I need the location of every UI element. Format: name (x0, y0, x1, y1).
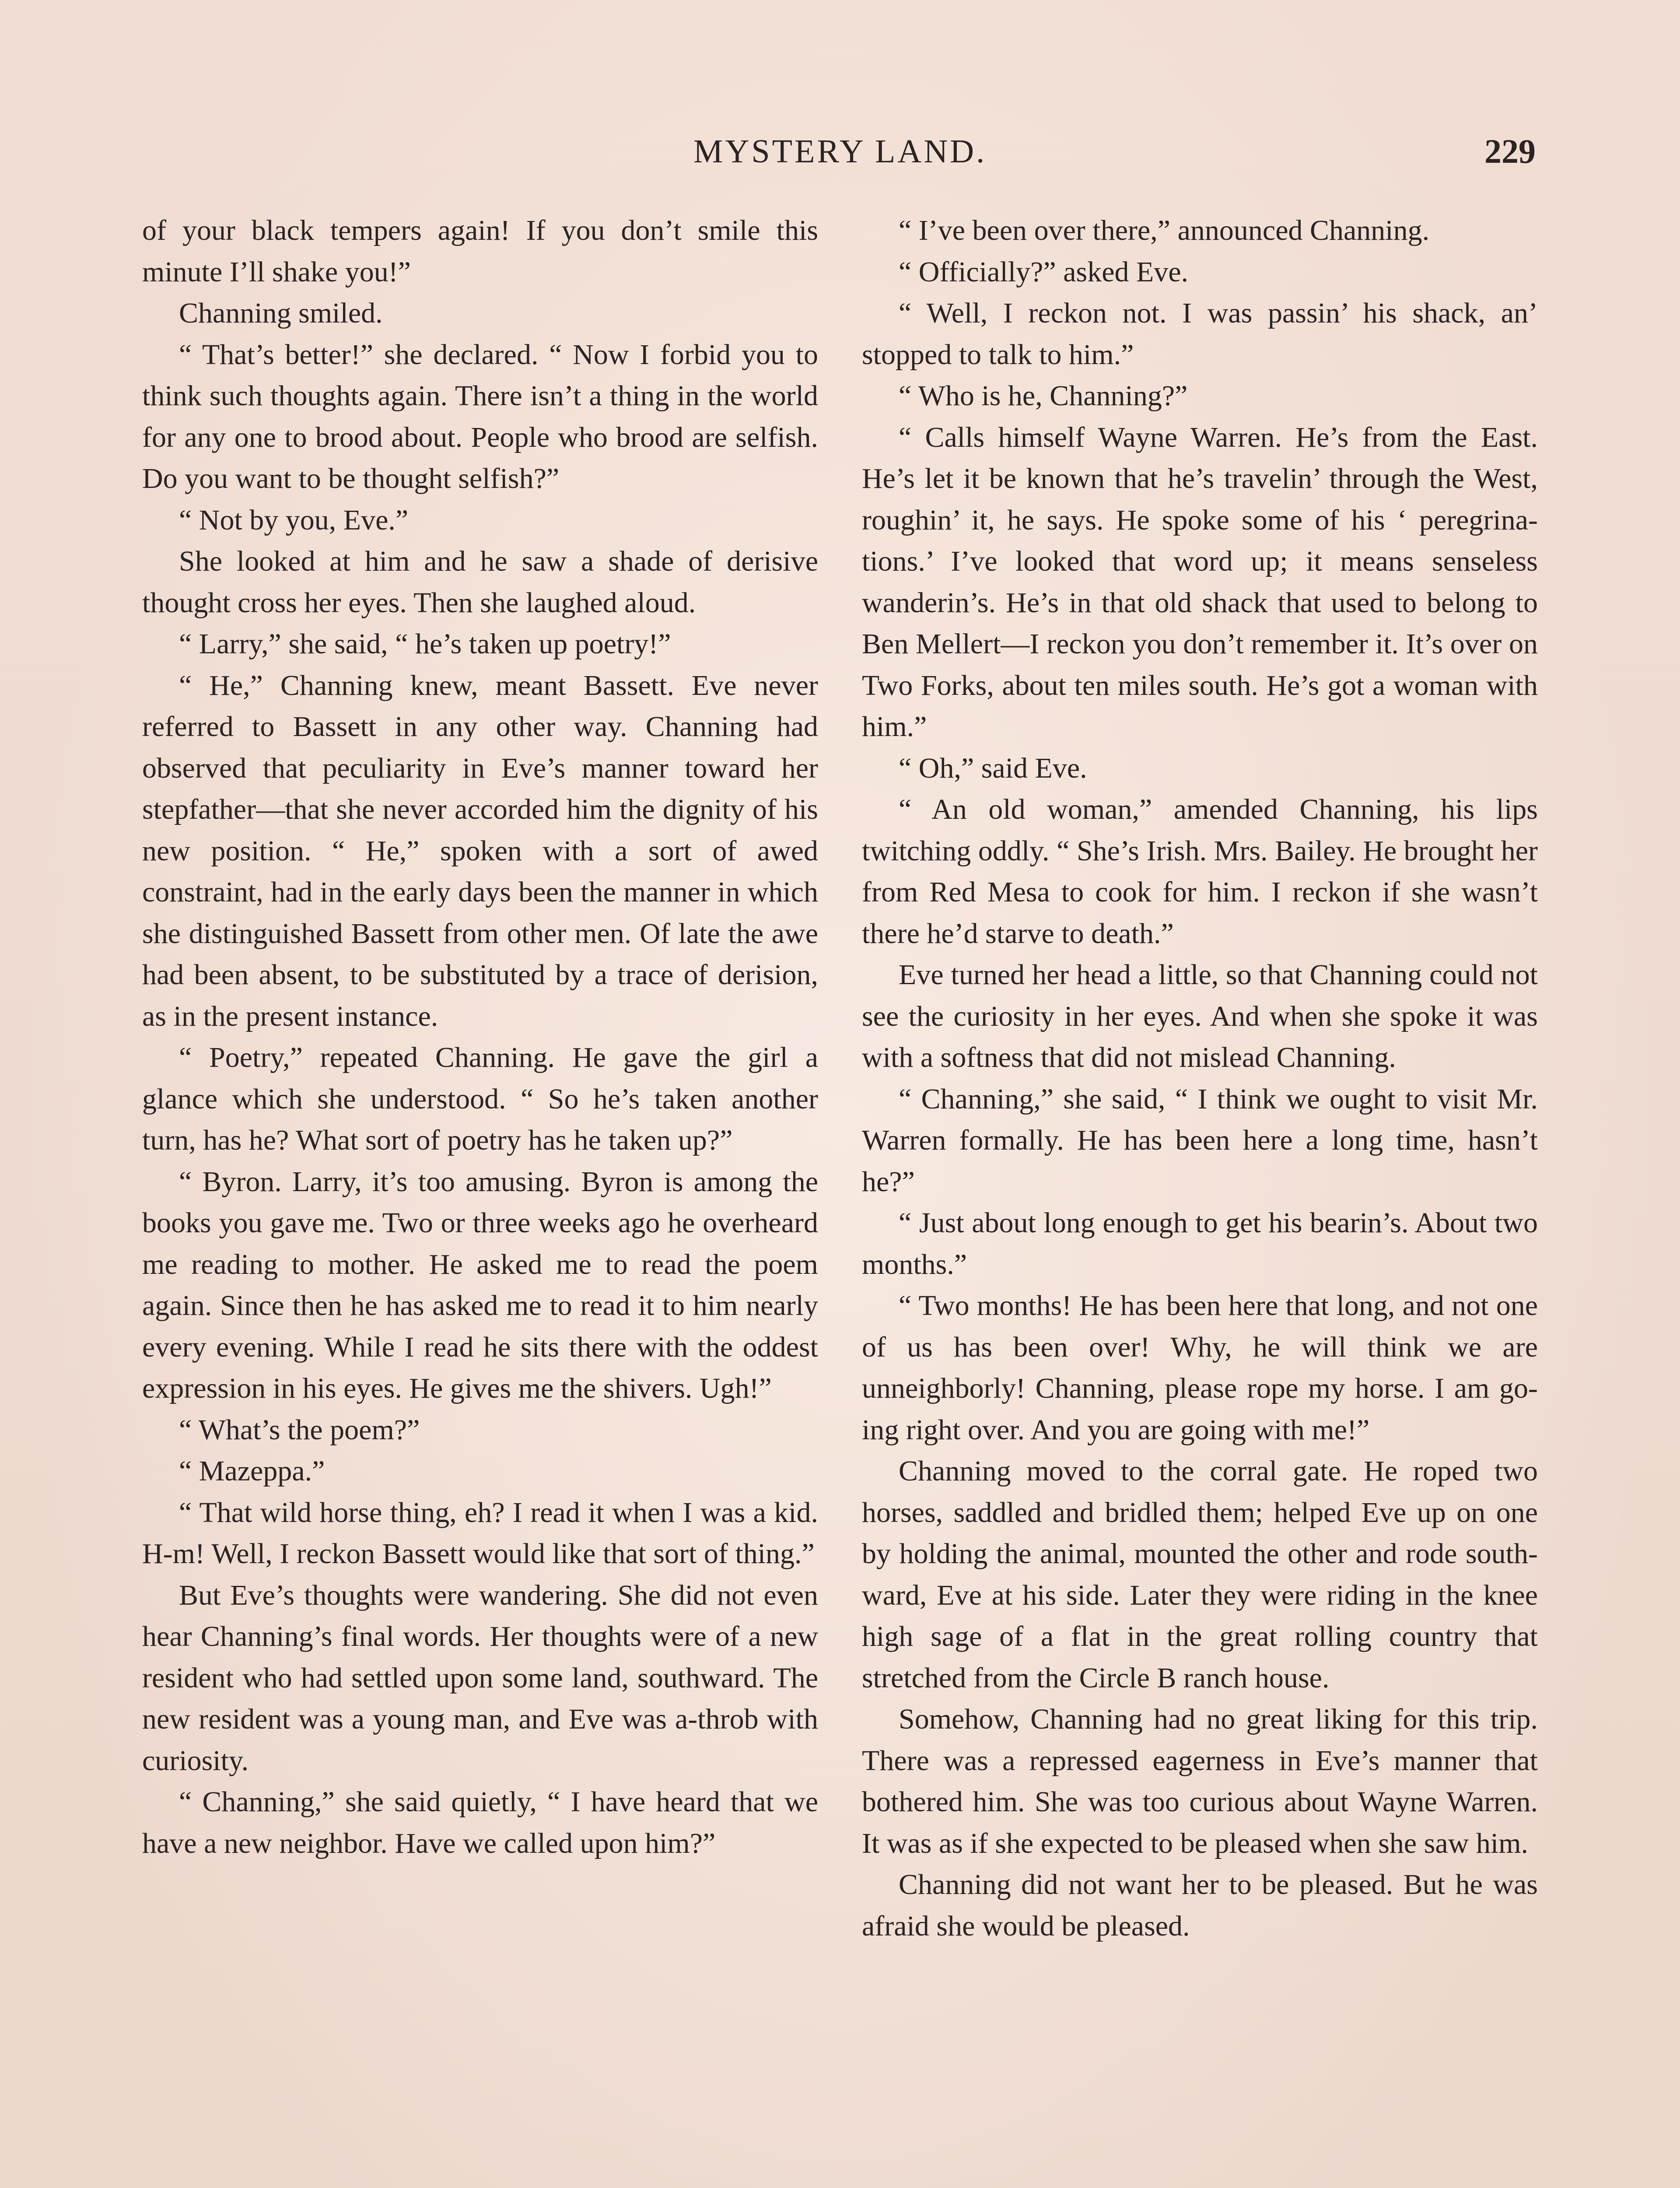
paragraph: “ What’s the poem?” (179, 1413, 420, 1446)
page-number: 229 (1484, 132, 1536, 170)
paragraph: “ Byron. Larry, it’s too amusing. Byron is among the books you gave me. Two or three weeks ago he overheard me reading to mother. He asked me to read the poem again. Since then he has asked me to read it to him nearly every evening. While I read he sits there with the oddest expression in his eyes. He gives me the shivers. Ugh!” (142, 1165, 818, 1404)
paragraph: “ Who is he, Channing?” (899, 380, 1188, 412)
paragraph: Somehow, Channing had no great liking for this trip. There was a repressed eagerness in Eve’s manner that bothered him. She was too curious about Wayne Warren. It was as if she expected to be pleased when she saw him. (862, 1703, 1538, 1859)
text-columns (142, 210, 1538, 2188)
paragraph: Channing moved to the corral gate. He roped two horses, saddled and bridled them; helped Eve up on one by holding the animal, mounted the other and rode southward, Eve at his side. Later they were riding in the knee high sage of a flat in the great rolling country that stretched from the Circle B ranch house. (862, 1455, 1538, 1694)
paragraph: “ That’s better!” she declared. “ Now I forbid you to think such thoughts again. There isn’t a thing in the world for any one to brood about. People who brood are selfish. Do you want to be thought selfish?” (142, 338, 818, 494)
paragraph: “ Officially?” asked Eve. (899, 256, 1189, 288)
paragraph: “ That wild horse thing, eh? I read it when I was a kid. H-m! Well, I reckon Bassett would like that sort of thing.” (142, 1496, 818, 1570)
paragraph: Channing smiled. (179, 297, 383, 329)
paragraph: of your black tempers again! If you don’t smile this minute I’ll shake you!” (142, 214, 818, 288)
paragraph: “ Larry,” she said, “ he’s taken up poetry!” (179, 628, 671, 660)
paragraph: She looked at him and he saw a shade of derisive thought cross her eyes. Then she laughed aloud. (142, 545, 818, 619)
left-column (142, 210, 818, 2188)
paragraph: “ He,” Channing knew, meant Bassett. Eve never referred to Bassett in any other way. Channing had observed that peculiarity in Eve’s manner toward her stepfather—that she never accorded him the dignity of his new position. “ He,” spoken with a sort of awed constraint, had in the early days been the manner in which she distinguished Bassett from other men. Of late the awe had been absent, to be substituted by a trace of derision, as in the present instance. (142, 669, 818, 1032)
paragraph: “ Two months! He has been here that long, and not one of us has been over! Why, he will think we are unneighborly! Channing, please rope my horse. I am going right over. And you are going with me!” (862, 1290, 1538, 1446)
paragraph: Channing did not want her to be pleased. But he was afraid she would be pleased. (862, 1869, 1538, 1942)
paragraph: “ Just about long enough to get his bearin’s. About two months.” (862, 1207, 1538, 1280)
paragraph: Eve turned her head a little, so that Channing could not see the curiosity in her eyes. And when she spoke it was with a softness that did not mislead Channing. (862, 959, 1538, 1073)
right-column (862, 210, 1538, 2188)
paragraph: “ Mazeppa.” (179, 1455, 325, 1487)
running-title: MYSTERY LAND. (693, 133, 987, 170)
paragraph: “ Well, I reckon not. I was passin’ his shack, an’ stopped to talk to him.” (862, 297, 1538, 371)
paragraph: “ Channing,” she said, “ I think we ought to visit Mr. Warren formally. He has been here a long time, hasn’t he?” (862, 1083, 1538, 1198)
page-header (144, 130, 1536, 178)
paragraph: “ I’ve been over there,” announced Channing. (899, 214, 1430, 246)
paragraph: “ Poetry,” repeated Channing. He gave the girl a glance which she understood. “ So he’s taken another turn, has he? What sort of poetry has he taken up?” (142, 1041, 818, 1156)
paragraph: “ Oh,” said Eve. (899, 752, 1087, 784)
paragraph: “ An old woman,” amended Channing, his lips twitching oddly. “ She’s Irish. Mrs. Bailey. He brought her from Red Mesa to cook for him. I reckon if she wasn’t there he’d starve to death.” (862, 793, 1538, 950)
paragraph: “ Not by you, Eve.” (179, 504, 409, 536)
paragraph: But Eve’s thoughts were wandering. She did not even hear Channing’s final words. Her thoughts were of a new resident who had settled upon some land, southward. The new resident was a young man, and Eve was a-throb with curiosity. (142, 1579, 818, 1777)
paragraph: “ Calls himself Wayne Warren. He’s from the East. He’s let it be known that he’s travelin’ through the West, roughin’ it, he says. He spoke some of his ‘ peregrinations.’ I’ve looked that word up; it means senseless wanderin’s. He’s in that old shack that used to belong to Ben Mellert—I reckon you don’t remember it. It’s over on Two Forks, about ten miles south. He’s got a woman with him.” (862, 421, 1538, 743)
paragraph: “ Channing,” she said quietly, “ I have heard that we have a new neighbor. Have we called upon him?” (142, 1786, 818, 1859)
